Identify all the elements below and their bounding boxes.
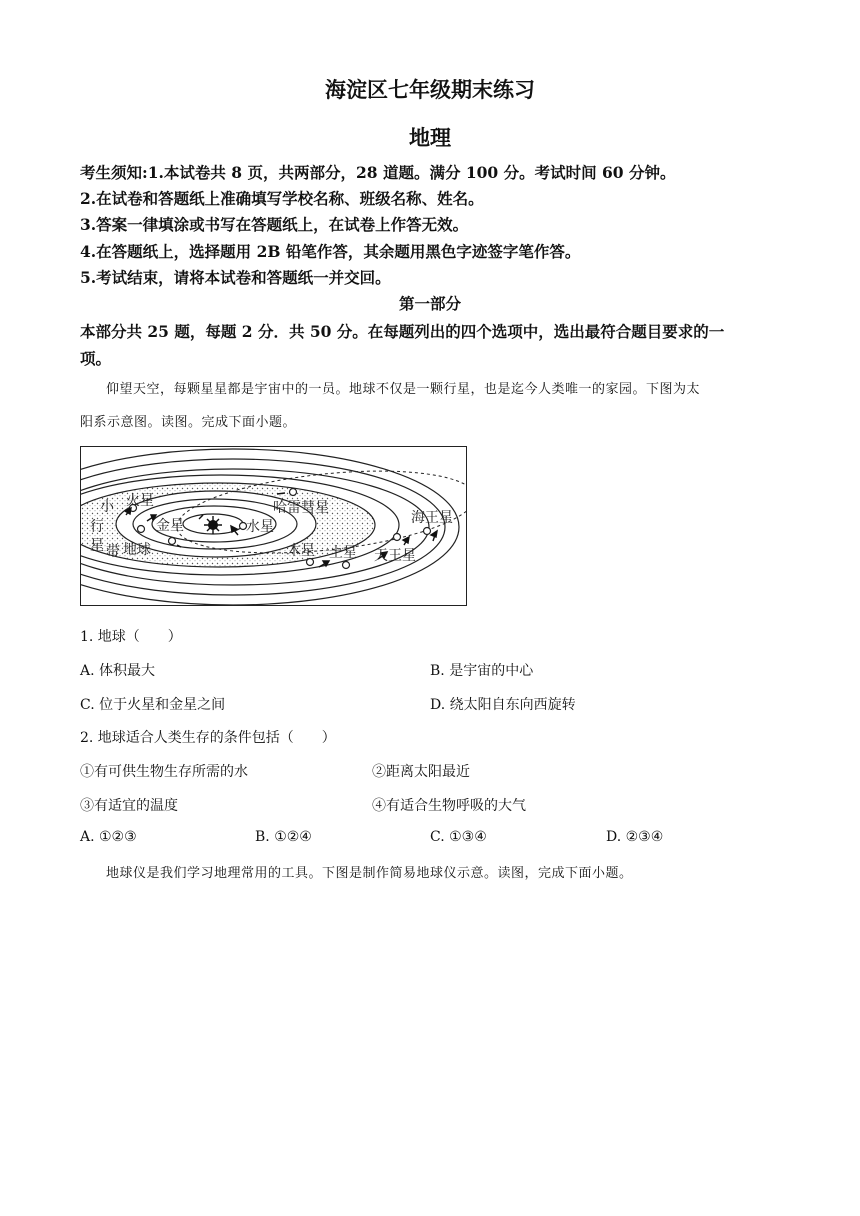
neptune-label: 海王星 (411, 510, 453, 526)
question-2-option-c[interactable]: C. ①③④ (430, 829, 487, 845)
part-description-cont: 项。 (80, 349, 112, 368)
question-2-statement-4: ④有适合生物呼吸的大气 (372, 798, 526, 814)
solar-system-diagram (80, 446, 467, 606)
earth-label: 地球 (123, 542, 151, 558)
question-1-option-c[interactable]: C. 位于火星和金星之间 (80, 697, 226, 713)
instruction-4: 4.在答题纸上，选择题用 2B 铅笔作答，其余题用黑色字迹签字笔作答。 (80, 242, 581, 261)
halley-comet-marker (290, 489, 297, 496)
saturn-marker (343, 562, 350, 569)
question-2-option-d[interactable]: D. ②③④ (606, 829, 664, 845)
venus-label: 金星 (156, 518, 184, 534)
question-2-option-a[interactable]: A. ①②③ (80, 829, 137, 845)
question-2-option-b[interactable]: B. ①②④ (255, 829, 312, 845)
intro-paragraph-1: 仰望天空，每颗星星都是宇宙中的一员。地球不仅是一颗行星，也是迄今人类唯一的家园。下图为太 (106, 382, 701, 397)
uranus-marker (394, 534, 401, 541)
asteroid-belt-label-2: 行 (90, 519, 104, 535)
instruction-5: 5.考试结束，请将本试卷和答题纸一并交回。 (80, 268, 391, 287)
question-2-statement-2: ②距离太阳最近 (372, 764, 470, 780)
instruction-2: 2.在试卷和答题纸上准确填写学校名称、班级名称、姓名。 (80, 189, 484, 208)
neptune-marker (424, 528, 431, 535)
question-1-option-d[interactable]: D. 绕太阳自东向西旋转 (430, 697, 576, 713)
venus-marker (138, 526, 145, 533)
question-2-statement-1: ①有可供生物生存所需的水 (80, 764, 248, 780)
uranus-label: 天王星 (374, 548, 416, 564)
asteroid-belt-label-4: 带 (106, 544, 120, 560)
question-2-statement-3: ③有适宜的温度 (80, 798, 178, 814)
part-description: 本部分共 25 题，每题 2 分．共 50 分。在每题列出的四个选项中，选出最符合题目要求的一 (80, 322, 725, 341)
question-1-option-a[interactable]: A. 体积最大 (80, 663, 156, 679)
jupiter-marker (307, 559, 314, 566)
question-1-option-b[interactable]: B. 是宇宙的中心 (430, 663, 534, 679)
mercury-label: 水星 (246, 519, 274, 535)
instruction-1: 考生须知:1.本试卷共 8 页，共两部分，28 道题。满分 100 分。考试时间 60 分钟。 (80, 163, 676, 182)
instruction-3: 3.答案一律填涂或书写在答题纸上，在试卷上作答无效。 (80, 215, 469, 234)
intro-paragraph-2: 地球仪是我们学习地理常用的工具。下图是制作简易地球仪示意。读图，完成下面小题。 (106, 866, 633, 881)
asteroid-belt-label-3: 星 (90, 538, 104, 554)
question-1-stem: 1. 地球（ ） (80, 629, 182, 645)
saturn-label: 土星 (329, 545, 357, 561)
page-title: 海淀区七年级期末练习 (325, 77, 535, 102)
mars-label: 火星 (126, 493, 154, 509)
asteroid-belt-label-1: 小 (100, 499, 114, 515)
intro-paragraph-1-cont: 阳系示意图。读图。完成下面小题。 (80, 415, 297, 430)
earth-marker (169, 538, 176, 545)
jupiter-label: 木星 (287, 543, 315, 559)
subject-title: 地理 (409, 125, 451, 150)
part-title: 第一部分 (398, 294, 461, 313)
question-2-stem: 2. 地球适合人类生存的条件包括（ ） (80, 730, 336, 746)
halley-comet-label: 哈雷彗星 (273, 500, 329, 516)
